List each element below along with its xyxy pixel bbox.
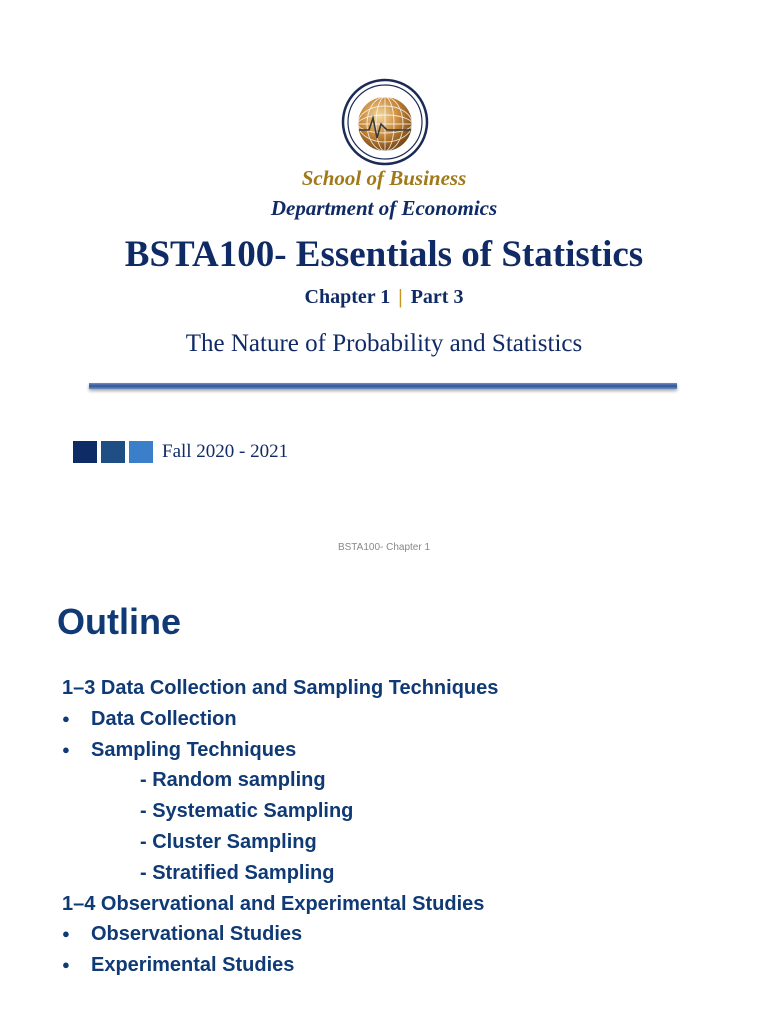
divider-rule — [89, 383, 677, 389]
outline-item: - Stratified Sampling — [140, 861, 335, 884]
outline-item: 1–3 Data Collection and Sampling Techniques — [62, 677, 499, 699]
chapter-subtitle: The Nature of Probability and Statistics — [185, 330, 583, 357]
outline-list — [62, 674, 498, 982]
outline-item: ● Experimental Studies — [62, 951, 498, 982]
outline-item: ● Data Collection — [62, 705, 498, 736]
chapter-separator: | — [398, 286, 403, 308]
chapter-line — [0, 286, 768, 309]
decor-square-light — [129, 441, 153, 463]
course-title: BSTA100- Essentials of Statistics — [124, 234, 644, 275]
outline-item: - Random sampling — [140, 769, 326, 792]
decor-square-dark — [73, 441, 97, 463]
decor-square-mid — [101, 441, 125, 463]
chapter-label: Chapter 1 — [304, 286, 391, 308]
outline-title: Outline — [57, 601, 181, 642]
outline-item: 1–4 Observational and Experimental Studies — [62, 892, 485, 915]
outline-item: - Systematic Sampling — [140, 800, 354, 823]
department-name: Department of Economics — [270, 196, 498, 220]
outline-item: - Cluster Sampling — [140, 830, 317, 853]
outline-item: ● Observational Studies — [62, 920, 498, 951]
page-footer: BSTA100- Chapter 1 — [337, 542, 431, 553]
school-name: School of Business — [301, 166, 467, 190]
outline-item: ● Sampling Techniques — [62, 736, 498, 767]
term-label: Fall 2020 - 2021 — [162, 441, 289, 462]
part-label: Part 3 — [410, 286, 464, 308]
globe-seal-icon — [341, 78, 429, 166]
